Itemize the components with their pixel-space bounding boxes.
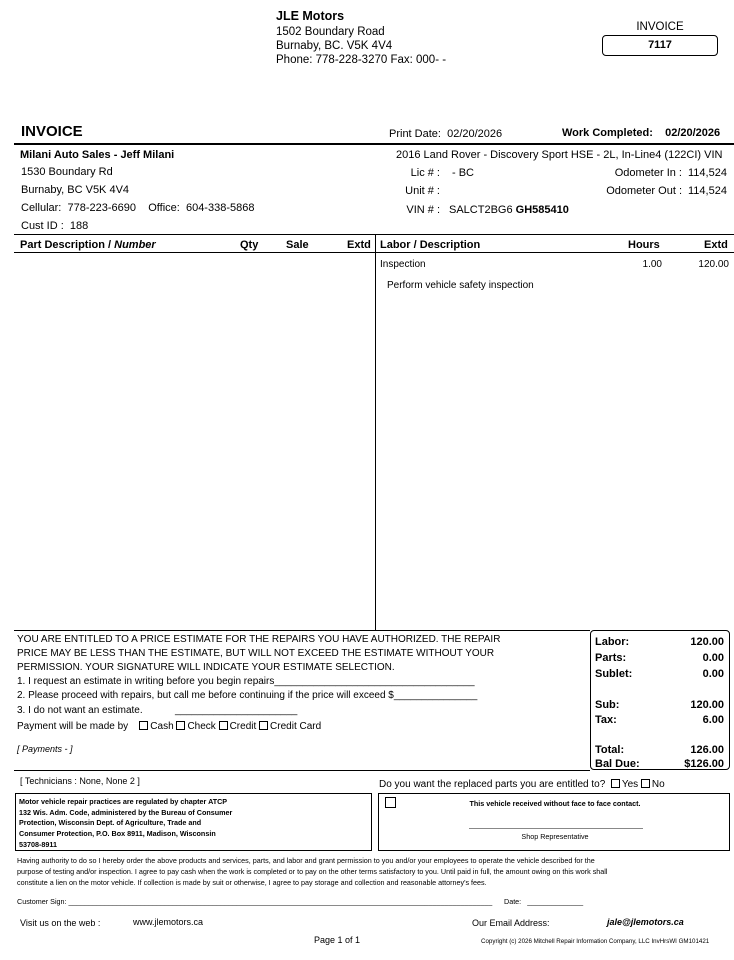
parts-col-qty: Qty: [240, 239, 259, 251]
shop-name: JLE Motors: [276, 9, 345, 23]
vin-value: SALCT2BG6 GH585410: [449, 204, 569, 216]
customer-address-line2: Burnaby, BC V5K 4V4: [21, 184, 130, 196]
totals-labor-label: Labor:: [595, 636, 630, 648]
invoice-number: 7117: [648, 39, 672, 51]
payment-methods: Payment will be made by Cash Check Credit Credit Card: [17, 721, 322, 732]
credit-checkbox[interactable]: [219, 721, 228, 730]
regulation-line1: Motor vehicle repair practices are regulated by chapter ATCP: [19, 797, 228, 806]
check-checkbox[interactable]: [176, 721, 185, 730]
totals-bal-due-value: $126.00: [684, 758, 724, 770]
totals-sublet-label: Sublet:: [595, 668, 633, 680]
vehicle-description: 2016 Land Rover - Discovery Sport HSE - 2L, In-Line4 (122CI) VIN: [396, 149, 723, 161]
no-face-contact-box: [378, 793, 730, 851]
table-header-line: [14, 252, 734, 253]
odometer-out-value: 114,524: [688, 185, 727, 197]
authorization-line2: purpose of testing and/or inspection. I agree to pay cash when the work is completed or to pay on the other terms satisfactory to you. Until paid in full, the amount owing on this work shall: [17, 867, 608, 876]
totals-labor-value: 120.00: [690, 636, 724, 648]
replaced-parts-question: Do you want the replaced parts you are entitled to? Yes No: [379, 779, 665, 790]
replaced-parts-yes-checkbox[interactable]: [611, 779, 620, 788]
page-number: Page 1 of 1: [314, 935, 361, 945]
regulation-line2: 132 Wis. Adm. Code, administered by the Bureau of Consumer: [19, 807, 233, 817]
title-divider: [14, 143, 734, 145]
shop-phone: Phone: 778-228-3270 Fax: 000- -: [276, 54, 447, 66]
labor-row-name: Inspection: [380, 259, 426, 270]
regulation-box: [15, 793, 372, 851]
odometer-in-label: Odometer In :: [614, 167, 682, 179]
customer-sign: Customer Sign: __________________________________________________________________________________________________________: [17, 897, 493, 906]
labor-col-hours: Hours: [628, 239, 660, 251]
estimate-notice-line3: PERMISSION. YOUR SIGNATURE WILL INDICATE YOUR ESTIMATE SELECTION.: [17, 662, 395, 673]
parts-col-sale: Sale: [286, 239, 309, 251]
parts-col-extd: Extd: [347, 239, 371, 251]
technicians: [ Technicians : None, None 2 ]: [20, 776, 140, 786]
website-link[interactable]: www.jlemotors.ca: [133, 917, 204, 927]
estimate-option3: 3. I do not want an estimate.: [17, 705, 143, 716]
replaced-parts-no-checkbox[interactable]: [641, 779, 650, 788]
shop-address-line1: 1502 Boundary Road: [276, 26, 385, 38]
totals-sub-label: Sub:: [595, 699, 620, 711]
parts-col-description: Part Description / Number: [20, 239, 156, 251]
regulation-line4: Consumer Protection, P.O. Box 8911, Madison, Wisconsin: [19, 829, 216, 839]
totals-sub-value: 120.00: [690, 699, 724, 711]
shop-rep-label: Shop Representative: [521, 832, 589, 841]
estimate-option1: 1. I request an estimate in writing before you begin repairs____________________________________: [17, 676, 475, 687]
customer-name: Milani Auto Sales - Jeff Milani: [20, 149, 175, 161]
table-column-divider: [375, 234, 376, 630]
customer-id: Cust ID : 188: [21, 220, 89, 232]
totals-parts-value: 0.00: [702, 652, 724, 664]
payments-note: [ Payments - ]: [17, 744, 73, 754]
cash-checkbox[interactable]: [139, 721, 148, 730]
credit-card-checkbox[interactable]: [259, 721, 268, 730]
email-link[interactable]: jale@jlemotors.ca: [607, 917, 684, 927]
sign-date: Date: ______________: [504, 897, 584, 906]
print-date: Print Date: 02/20/2026: [389, 128, 503, 140]
totals-bal-due-label: Bal Due:: [595, 758, 640, 770]
totals-total-label: Total:: [595, 744, 625, 756]
web-label: Visit us on the web :: [20, 918, 101, 928]
shop-address-line2: Burnaby, BC. V5K 4V4: [276, 40, 393, 52]
regulation-line3: Protection, Wisconsin Dept. of Agriculture, Trade and: [19, 818, 202, 828]
estimate-notice-line1: YOU ARE ENTITLED TO A PRICE ESTIMATE FOR THE REPAIRS YOU HAVE AUTHORIZED. THE REPAIR: [17, 634, 501, 645]
totals-total-value: 126.00: [690, 744, 724, 756]
odometer-out-label: Odometer Out :: [606, 185, 682, 197]
totals-sublet-value: 0.00: [702, 668, 724, 680]
invoice-box-label: INVOICE: [636, 21, 684, 33]
totals-parts-label: Parts:: [595, 652, 627, 664]
estimate-bottom-line: [14, 770, 590, 771]
labor-row-note: Perform vehicle safety inspection: [387, 280, 534, 291]
work-completed: Work Completed: 02/20/2026: [562, 127, 721, 139]
unit-label: Unit # :: [405, 185, 440, 197]
invoice-title: INVOICE: [21, 123, 83, 140]
estimate-option2: 2. Please proceed with repairs, but call me before continuing if the price will exceed $_______________: [17, 690, 478, 701]
estimate-option3-line: ______________________: [175, 705, 298, 716]
copyright: Copyright (c) 2026 Mitchell Repair Information Company, LLC InvHrsWI GM101421: [481, 938, 710, 945]
totals-tax-label: Tax:: [595, 714, 617, 726]
vin-label: VIN # :: [406, 204, 440, 216]
customer-address-line1: 1530 Boundary Rd: [21, 166, 113, 178]
customer-phones: Cellular: 778-223-6690 Office: 604-338-5868: [21, 202, 255, 214]
estimate-top-line: [14, 630, 590, 631]
labor-row-hours: 1.00: [642, 259, 662, 270]
no-face-contact-text: This vehicle received without face to face contact.: [469, 799, 641, 808]
labor-col-description: Labor / Description: [380, 239, 481, 251]
email-label: Our Email Address:: [472, 918, 550, 928]
authorization-line3: constitute a lien on the motor vehicle. If collection is made by suit or otherwise, I agree to pay storage and collection and reasonable attorney's fees.: [17, 878, 487, 887]
regulation-line5: 53708-8911: [19, 839, 57, 849]
shop-rep-signature-line: [469, 828, 643, 829]
lic-value: - BC: [452, 167, 474, 179]
table-top-line: [14, 234, 734, 235]
labor-row-extd: 120.00: [698, 259, 729, 270]
labor-col-extd: Extd: [704, 239, 728, 251]
authorization-line1: Having authority to do so I hereby order the above products and services, parts, and labor and grant permission to you and/or your employees to operate the vehicle described for the: [17, 856, 595, 865]
odometer-in-value: 114,524: [688, 167, 727, 179]
totals-tax-value: 6.00: [702, 714, 724, 726]
invoice-number-box: [602, 35, 718, 56]
lic-label: Lic # :: [410, 167, 440, 179]
estimate-notice-line2: PRICE MAY BE LESS THAN THE ESTIMATE, BUT WILL NOT EXCEED THE ESTIMATE WITHOUT YOUR: [17, 648, 495, 659]
